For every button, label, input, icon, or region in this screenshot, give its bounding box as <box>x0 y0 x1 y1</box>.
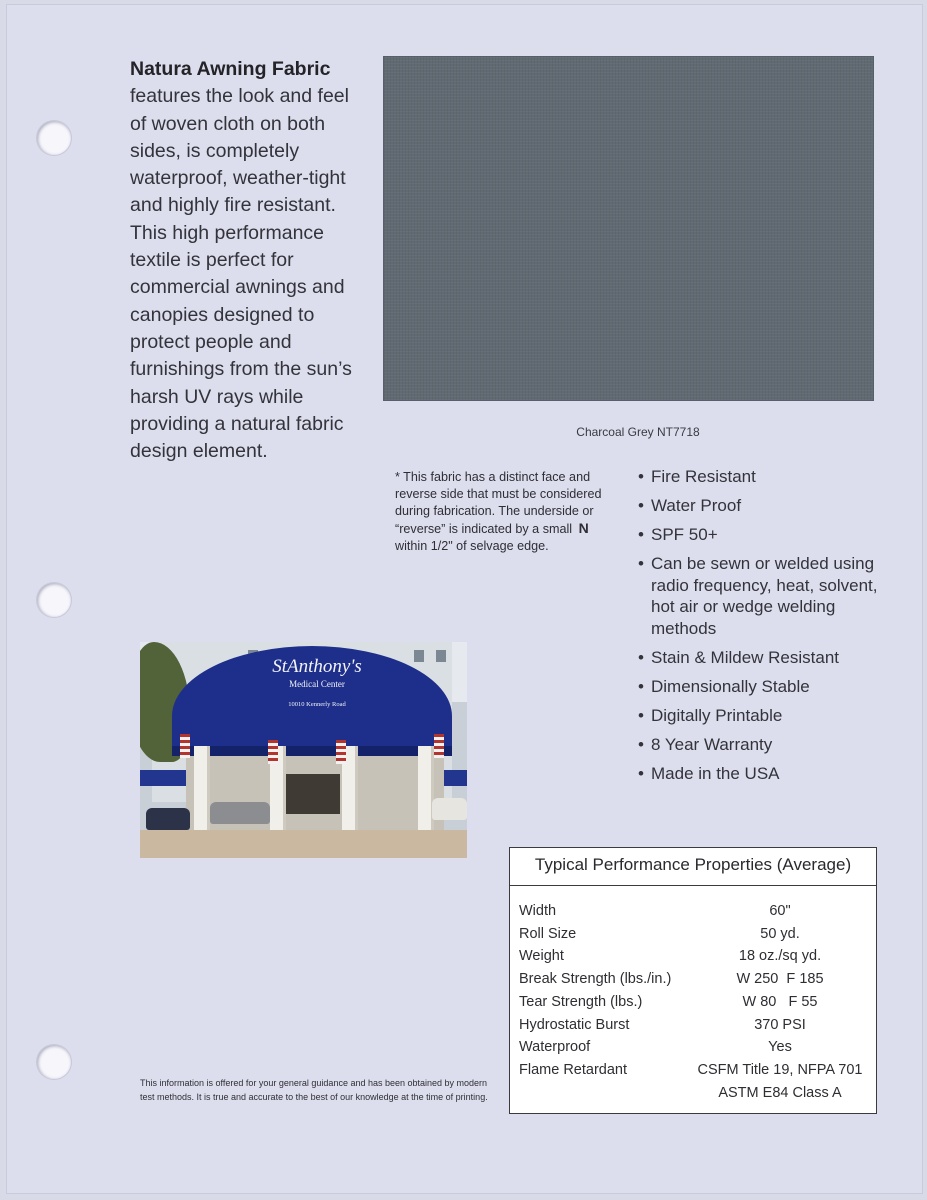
parked-car <box>432 798 467 820</box>
table-row <box>519 991 871 1014</box>
properties-grid <box>519 900 871 1104</box>
intro-body: features the look and feel of woven cloth on both sides, is completely waterproof, weather-tight and highly fire resistant. This high performance textile is perfect for commercial awnings and canopies designed to protect people and furnishings from the sun’s harsh UV rays while providing a natural fabric design element. <box>130 85 352 463</box>
canopy-column <box>194 746 210 840</box>
table-row <box>519 1014 871 1037</box>
binder-hole-bottom <box>37 1045 71 1079</box>
property-value: 50 yd. <box>760 925 800 942</box>
table-row <box>519 1059 871 1104</box>
fabrication-note <box>395 469 615 555</box>
feature-item: • Can be sewn or welded using radio frequency, heat, solvent, hot air or wedge welding methods <box>638 553 898 639</box>
awning-photo <box>140 642 467 858</box>
product-name: Natura Awning Fabric <box>130 58 331 80</box>
sign-address: 10010 Kennerly Road <box>288 701 346 708</box>
table-row <box>519 900 871 923</box>
feature-item: • Dimensionally Stable <box>638 676 898 698</box>
table-row <box>519 968 871 991</box>
property-label: Weight <box>519 948 564 965</box>
intro-paragraph <box>130 56 370 465</box>
awning-sign <box>252 656 382 709</box>
flag <box>336 740 346 764</box>
feature-item: • Stain & Mildew Resistant <box>638 647 898 669</box>
canopy-column <box>418 746 434 840</box>
performance-properties-table <box>509 847 877 1114</box>
binder-hole-top <box>37 121 71 155</box>
feature-item: • Digitally Printable <box>638 705 898 727</box>
swatch-caption: Charcoal Grey NT7718 <box>576 425 700 439</box>
note-text-before: * This fabric has a distinct face and reverse side that must be considered during fabrication. The underside or “reverse” is indicated by a small <box>395 470 602 536</box>
feature-item: • 8 Year Warranty <box>638 734 898 756</box>
flag <box>180 734 190 758</box>
table-row <box>519 923 871 946</box>
fabric-swatch <box>384 57 873 400</box>
property-label: Flame Retardant <box>519 1061 627 1078</box>
feature-item: • Made in the USA <box>638 763 898 785</box>
property-value: 18 oz./sq yd. <box>738 948 822 965</box>
photo-ground <box>140 830 467 858</box>
property-label: Hydrostatic Burst <box>519 1016 630 1033</box>
sign-name: StAnthony's <box>272 656 362 677</box>
property-label: Tear Strength (lbs.) <box>519 993 643 1010</box>
table-row <box>519 1036 871 1059</box>
feature-list <box>638 466 898 792</box>
binder-hole-middle <box>37 583 71 617</box>
property-value: W 250 F 185 <box>736 971 824 988</box>
property-value: 60" <box>769 903 791 919</box>
table-row <box>519 945 871 968</box>
building-window <box>436 650 446 662</box>
property-label: Waterproof <box>519 1039 591 1056</box>
reverse-mark: N <box>578 520 589 536</box>
spec-sheet <box>6 4 923 1194</box>
entrance-door <box>280 774 340 814</box>
property-value: CSFM Title 19, NFPA 701 <box>697 1061 863 1078</box>
disclaimer: This information is offered for your general guidance and has been obtained by modern test methods. It is true and accurate to the best of our knowledge at the time of printing. <box>140 1078 488 1102</box>
building-window <box>414 650 424 662</box>
parked-car <box>210 802 270 824</box>
feature-item: • Fire Resistant <box>638 466 898 488</box>
note-text-after: within 1/2" of selvage edge. <box>395 539 549 553</box>
awning-valance <box>172 746 452 756</box>
table-title: Typical Performance Properties (Average) <box>510 848 876 886</box>
property-value-multiline <box>689 1059 871 1104</box>
feature-item: • Water Proof <box>638 495 898 517</box>
flag <box>268 740 278 764</box>
property-label: Break Strength (lbs./in.) <box>519 971 672 988</box>
feature-item: • SPF 50+ <box>638 524 898 546</box>
property-label: Roll Size <box>519 925 577 942</box>
property-value: Yes <box>768 1039 792 1056</box>
sign-subtitle: Medical Center <box>289 679 345 689</box>
flag <box>434 734 444 758</box>
parked-car <box>146 808 190 830</box>
property-label: Width <box>519 903 557 919</box>
property-value: W 80 F 55 <box>742 993 818 1010</box>
property-value: 370 PSI <box>754 1016 806 1033</box>
property-value-line2: ASTM E84 Class A <box>718 1084 842 1101</box>
